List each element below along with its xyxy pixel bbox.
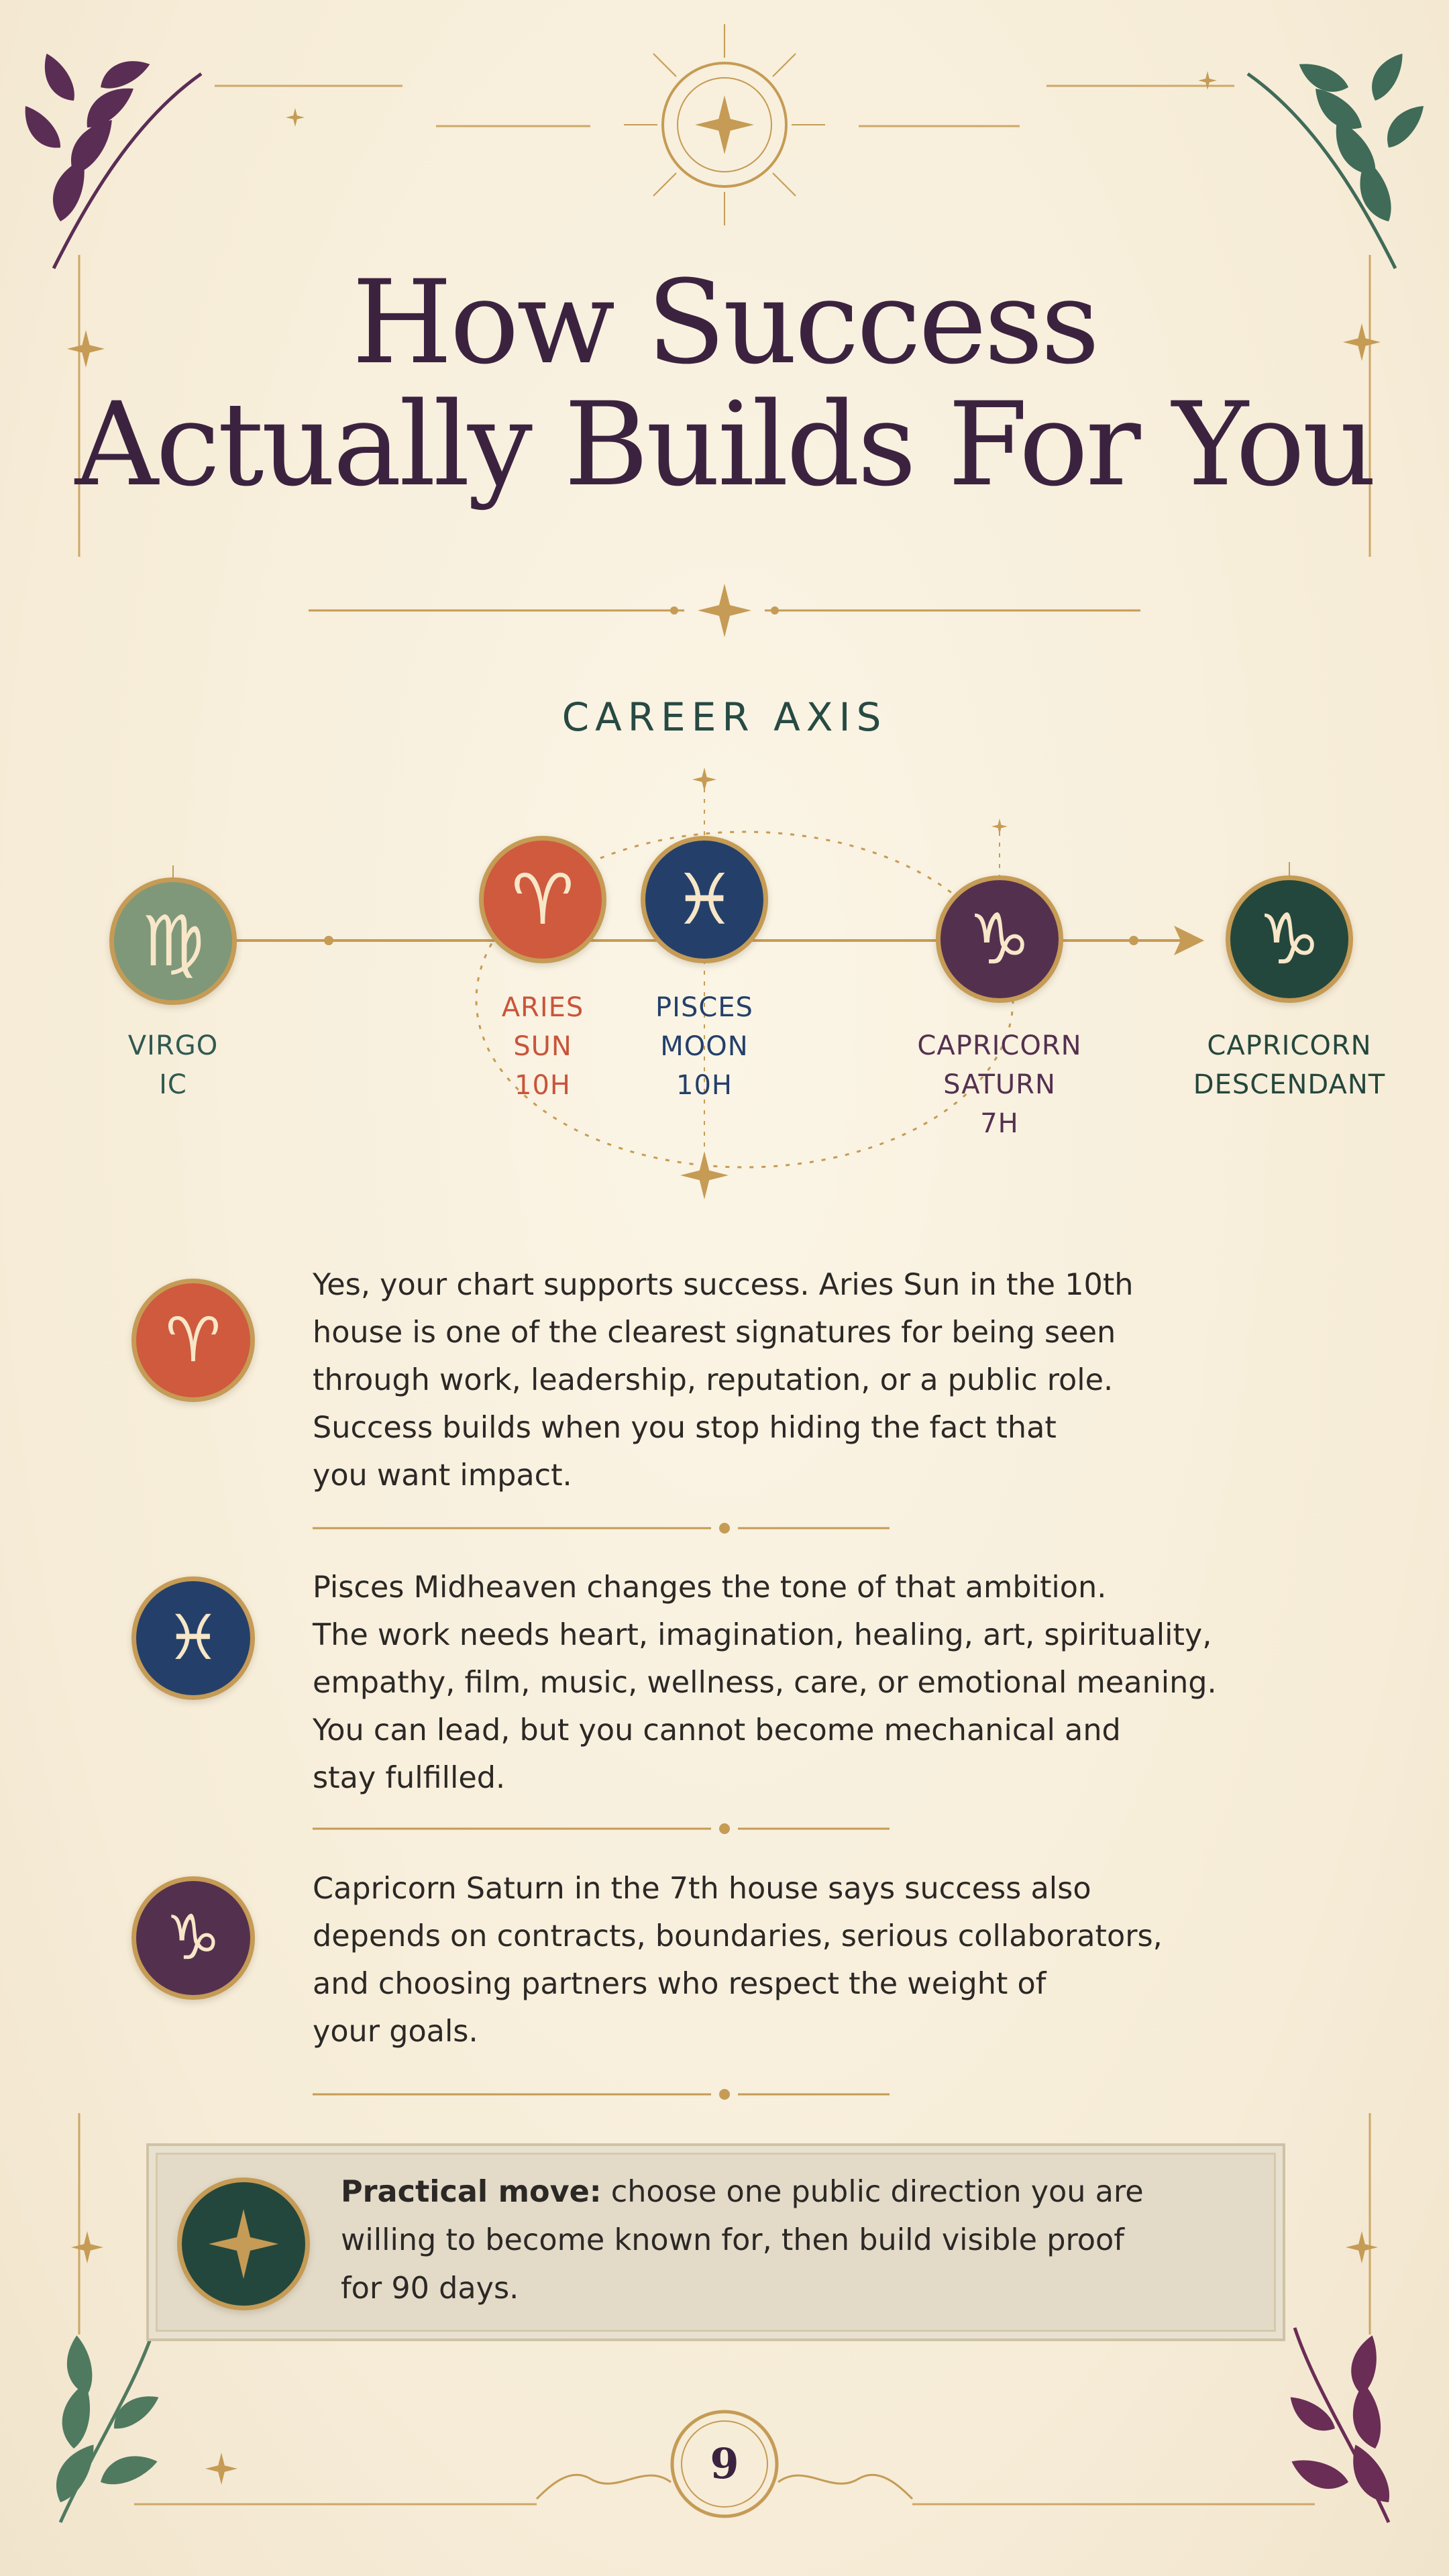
aries-insight-text [313, 1261, 1279, 1499]
aries-sun-node [479, 836, 606, 963]
label-point: SUN [513, 1031, 572, 1062]
pisces-insight-text [313, 1564, 1279, 1802]
label-point: DESCENDANT [1193, 1069, 1386, 1100]
text-line: choose one public direction you are [601, 2175, 1144, 2209]
practical-move-label: Practical move: [341, 2175, 602, 2209]
text-line: The work needs heart, imagination, healing, art, spirituality, [313, 1618, 1212, 1652]
page-title [0, 255, 1449, 513]
aries-icon: ♈ [165, 1304, 221, 1376]
label-point: IC [159, 1069, 187, 1100]
text-line: Success builds when you stop hiding the fact that [313, 1411, 1057, 1445]
label-point: MOON [660, 1031, 749, 1062]
star-icon [203, 2204, 284, 2284]
title-line-1: How Success [352, 255, 1097, 390]
text-line: and choosing partners who respect the weight of [313, 1967, 1046, 2001]
text-line: house is one of the clearest signatures for being seen [313, 1316, 1116, 1350]
text-line: empathy, film, music, wellness, care, or emotional meaning. [313, 1666, 1217, 1700]
text-line: depends on contracts, boundaries, serious collaborators, [313, 1919, 1163, 1953]
virgo-ic-label [79, 1026, 267, 1104]
text-line: willing to become known for, then build visible proof [341, 2223, 1124, 2257]
pisces-moon-label [610, 988, 798, 1105]
text-line: your goals. [313, 2015, 478, 2049]
capricorn-saturn-label [892, 1026, 1107, 1143]
capricorn-icon: ♑ [1258, 898, 1321, 980]
text-line: you want impact. [313, 1458, 572, 1493]
practical-move-badge [177, 2178, 310, 2310]
pisces-moon-node [641, 836, 768, 963]
label-point: SATURN [943, 1069, 1056, 1100]
label-sign: PISCES [655, 992, 753, 1023]
label-house: 10H [676, 1070, 733, 1101]
label-house: 10H [515, 1070, 571, 1101]
label-sign: ARIES [501, 992, 584, 1023]
capricorn-descendant-node [1226, 875, 1353, 1003]
capricorn-insight-badge [131, 1876, 255, 2000]
capricorn-saturn-node [936, 875, 1063, 1003]
text-line: Pisces Midheaven changes the tone of that ambition. [313, 1570, 1107, 1605]
capricorn-icon: ♑ [968, 898, 1031, 980]
text-line: through work, leadership, reputation, or a public role. [313, 1363, 1114, 1397]
aries-insight-badge [131, 1279, 255, 1402]
label-sign: CAPRICORN [917, 1030, 1082, 1061]
aries-icon: ♈ [511, 859, 574, 941]
capricorn-icon: ♑ [165, 1902, 221, 1974]
label-house: 7H [980, 1108, 1019, 1139]
text-line: Capricorn Saturn in the 7th house says success also [313, 1872, 1091, 1906]
aries-sun-label [449, 988, 637, 1105]
title-line-2: Actually Builds For You [74, 377, 1375, 513]
page-number: 9 [710, 2439, 739, 2488]
career-axis-heading: CAREER AXIS [561, 694, 888, 740]
capricorn-descendant-label [1175, 1026, 1403, 1104]
virgo-ic-node [109, 877, 237, 1005]
pisces-insight-badge [131, 1576, 255, 1700]
text-line: Yes, your chart supports success. Aries Sun in the 10th [313, 1268, 1134, 1302]
label-sign: VIRGO [127, 1030, 219, 1061]
virgo-icon: ♍ [142, 900, 205, 982]
pisces-icon: ♓ [165, 1602, 221, 1674]
text-line: for 90 days. [341, 2271, 519, 2306]
capricorn-insight-text [313, 1865, 1279, 2055]
text-line: You can lead, but you cannot become mechanical and [313, 1713, 1121, 1748]
text-line: stay fulfilled. [313, 1761, 506, 1795]
pisces-icon: ♓ [673, 859, 736, 941]
label-sign: CAPRICORN [1207, 1030, 1372, 1061]
practical-move-text [341, 2168, 1253, 2313]
